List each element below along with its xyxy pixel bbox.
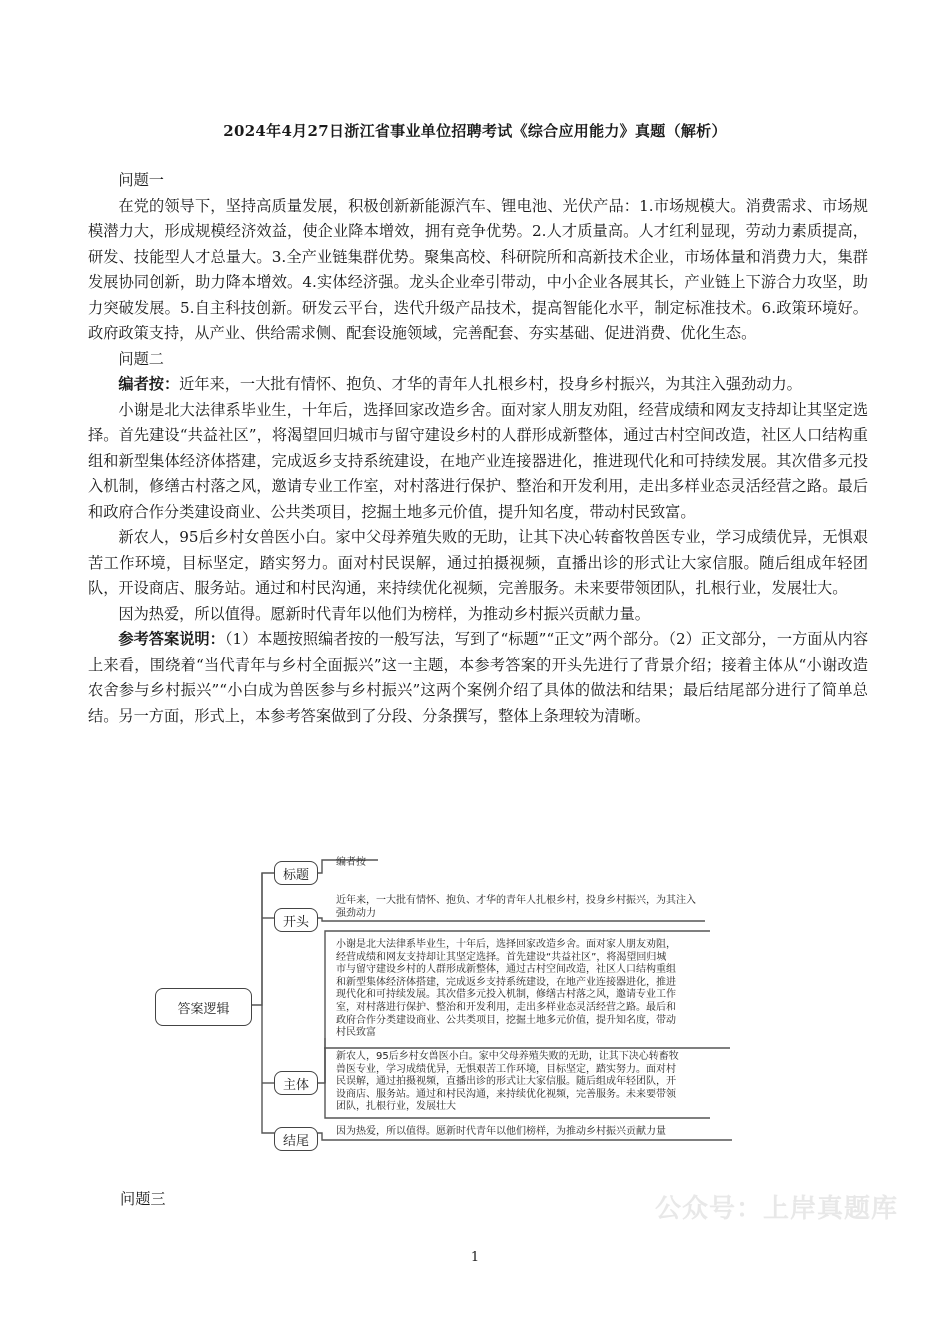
q3-heading: 问题三 <box>120 1190 166 1208</box>
q2-paragraph-2: 新农人，95后乡村女兽医小白。家中父母养殖失败的无助，让其下决心转畜牧兽医专业，学习成绩优异，无惧艰苦工作环境，目标坚定，踏实努力。面对村民误解，通过拍摄视频，直播出诊的形式让大家信服。随后组成年轻团队，开设商店、服务站。通过和村民沟通，来持续优化视频，完善服务。未来要带领团队，扎根行业，发展壮大。 <box>88 528 868 597</box>
mind-map <box>150 848 740 1158</box>
editor-note-text: 近年来，一大批有情怀、抱负、才华的青年人扎根乡村，投身乡村振兴，为其注入强劲动力。 <box>179 375 802 393</box>
branch-ending: 结尾 <box>274 1127 318 1151</box>
q2-editor-note <box>88 372 868 398</box>
leaf-opening: 近年来，一大批有情怀、抱负、才华的青年人扎根乡村，投身乡村振兴，为其注入强劲动力 <box>336 895 696 919</box>
answer-note-text: （1）本题按照编者按的一般写法，写到了“标题”“正文”两个部分。（2）正文部分，一方面从内容上来看，围绕着“当代青年与乡村全面振兴”这一主题，本参考答案的开头先进行了背景介绍；接着主体从“小谢改造农舍参与乡村振兴”“小白成为兽医参与乡村振兴”这两个案例介绍了具体的做法和结果；最后结尾部分进行了简单总结。另一方面，形式上，本参考答案做到了分段、分条撰写，整体上条理较为清晰。 <box>88 630 869 725</box>
root-node: 答案逻辑 <box>155 988 252 1026</box>
q2-paragraph-3: 因为热爱，所以值得。愿新时代青年以他们为榜样，为推动乡村振兴贡献力量。 <box>118 604 650 623</box>
document-body <box>88 168 868 729</box>
q2-heading: 问题二 <box>118 349 164 368</box>
leaf-title: 编者按 <box>336 857 366 868</box>
branch-body: 主体 <box>274 1071 318 1095</box>
page-number: 1 <box>470 1250 480 1265</box>
branch-opening: 开头 <box>274 908 318 932</box>
q2-answer-note <box>88 627 868 729</box>
leaf-body-case-1: 小谢是北大法律系毕业生，十年后，选择回家改造乡舍。面对家人朋友劝阻，经营成绩和网友支持却让其坚定选择。首先建设“共益社区”，将渴望回归城市与留守建设乡村的人群形成新整体，通过古村空间改造，社区人口结构重组和新型集体经济体搭建，完成返乡支持系统建设，在地产业连接器进化，推进现代化和可持续发展。其次借多元投入机制，修缮古村落之风，邀请专业工作室，对村落进行保护、整治和开发利用，走出多样业态灵活经营之路。最后和政府合作分类建设商业、公共类项目，挖掘土地多元价值，提升知名度，带动村民致富 <box>336 939 676 1039</box>
branch-title: 标题 <box>274 861 318 885</box>
q1-heading: 问题一 <box>118 171 164 189</box>
leaf-body-case-2: 新农人，95后乡村女兽医小白。家中父母养殖失败的无助，让其下决心转畜牧兽医专业，学习成绩优异，无惧艰苦工作环境，目标坚定，踏实努力。面对村民误解，通过拍摄视频，直播出诊的形式让大家信服。随后组成年轻团队，开设商店、服务站。通过和村民沟通，来持续优化视频，完善服务。未来要带领团队，扎根行业，发展壮大 <box>336 1051 679 1113</box>
answer-note-label: 参考答案说明： <box>118 630 225 648</box>
q1-answer: 在党的领导下，坚持高质量发展，积极创新新能源汽车、锂电池、光伏产品：1.市场规模大。消费需求、市场规模潜力大，形成规模经济效益，使企业降本增效，拥有竞争优势。2.人才质量高。人才红利显现，劳动力素质提高，研发、技能型人才总量大。3.全产业链集群优势。聚集高校、科研院所和高新技术企业，市场体量和消费力大，集群发展协同创新，助力降本增效。4.实体经济强。龙头企业牵引带动，中小企业各展其长，产业链上下游合力攻坚，助力突破发展。5.自主科技创新。研发云平台，迭代升级产品技术，提高智能化水平，制定标准技术。6.政策环境好。政府政策支持，从产业、供给需求侧、配套设施领域，完善配套、夯实基础、促进消费、优化生态。 <box>88 196 868 342</box>
leaf-ending: 因为热爱，所以值得。愿新时代青年以他们榜样，为推动乡村振兴贡献力量 <box>336 1126 666 1137</box>
page-title: 2024年4月27日浙江省事业单位招聘考试《综合应用能力》真题（解析） <box>223 122 727 140</box>
editor-note-label: 编者按： <box>118 375 180 393</box>
q2-paragraph-1: 小谢是北大法律系毕业生，十年后，选择回家改造乡舍。面对家人朋友劝阻，经营成绩和网友支持却让其坚定选择。首先建设“共益社区”，将渴望回归城市与留守建设乡村的人群形成新整体，通过古村空间改造，社区人口结构重组和新型集体经济体搭建，完成返乡支持系统建设，在地产业连接器进化，推进现代化和可持续发展。其次借多元投入机制，修缮古村落之风，邀请专业工作室，对村落进行保护、整治和开发利用，走出多样业态灵活经营之路。最后和政府合作分类建设商业、公共类项目，挖掘土地多元价值，提升知名度，带动村民致富。 <box>88 400 868 521</box>
watermark: 公众号：上岸真题库 <box>655 1194 899 1224</box>
